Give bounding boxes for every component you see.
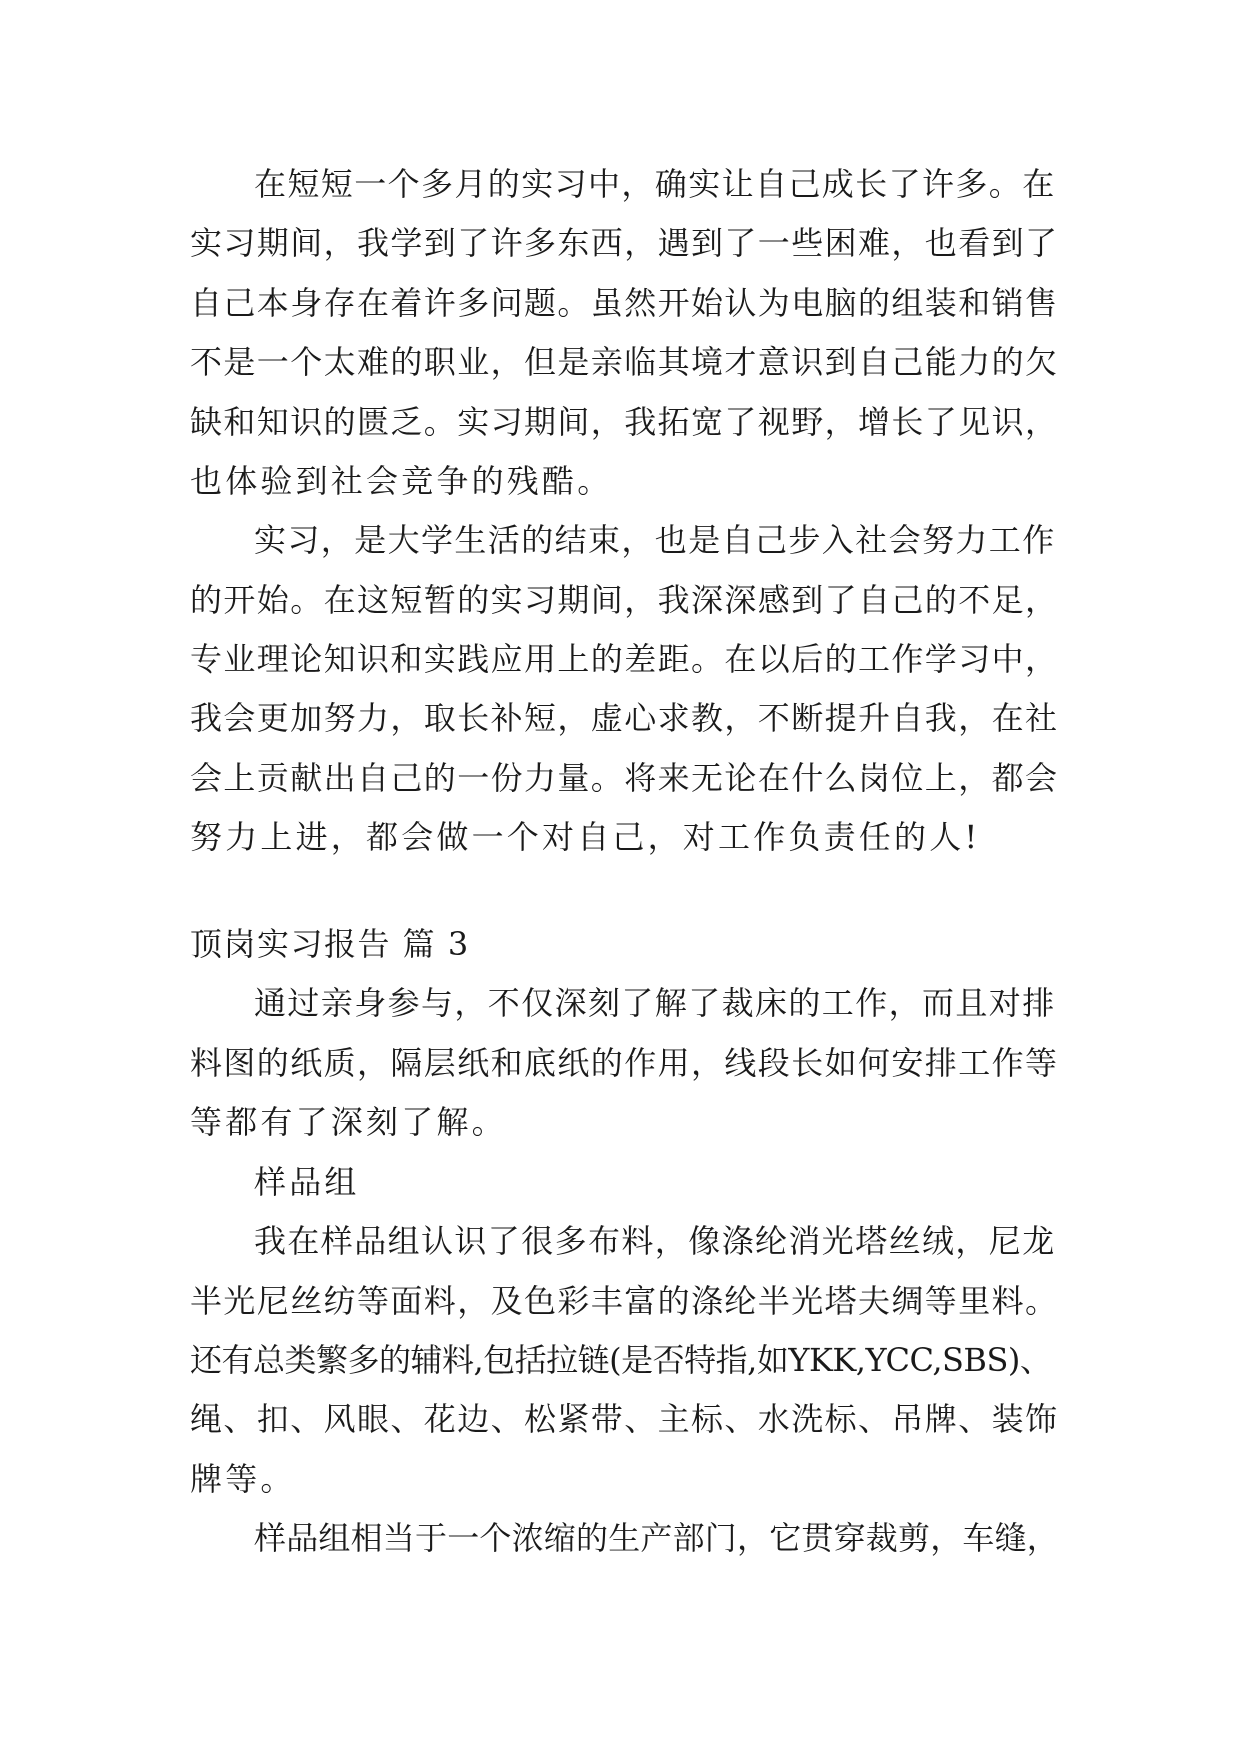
paragraph-1-line-6: 也体验到社会竞争的残酷。 <box>190 462 613 500</box>
paragraph-2-line-1: 实习，是大学生活的结束，也是自己步入社会努力工作 <box>254 521 1056 559</box>
paragraph-3-line-3: 等都有了深刻了解。 <box>190 1103 507 1141</box>
paragraph-1-line-1: 在短短一个多月的实习中，确实让自己成长了许多。在 <box>254 165 1056 203</box>
paragraph-1-line-2: 实习期间，我学到了许多东西，遇到了一些困难，也看到了 <box>190 224 1059 262</box>
paragraph-3-line-2: 料图的纸质，隔层纸和底纸的作用，线段长如何安排工作等 <box>190 1044 1059 1082</box>
paragraph-2-line-6: 努力上进，都会做一个对自己，对工作负责任的人! <box>190 818 981 856</box>
paragraph-1-line-3: 自己本身存在着许多问题。虽然开始认为电脑的组装和销售 <box>190 284 1059 322</box>
paragraph-4-line-3: 还有总类繁多的辅料,包括拉链(是否特指,如YKK,YCC,SBS)、 <box>190 1341 1052 1379</box>
section-heading: 顶岗实习报告 篇 3 <box>190 925 470 963</box>
paragraph-1-line-4: 不是一个太难的职业，但是亲临其境才意识到自己能力的欠 <box>190 343 1059 381</box>
paragraph-2-line-2: 的开始。在这短暂的实习期间，我深深感到了自己的不足， <box>190 581 1059 619</box>
paragraph-2-line-3: 专业理论知识和实践应用上的差距。在以后的工作学习中， <box>190 640 1059 678</box>
paragraph-4-line-5: 牌等。 <box>190 1460 296 1498</box>
paragraph-4-line-2: 半光尼丝纺等面料，及色彩丰富的涤纶半光塔夫绸等里料。 <box>190 1282 1059 1320</box>
paragraph-5-line-1: 样品组相当于一个浓缩的生产部门，它贯穿裁剪，车缝， <box>254 1519 1060 1557</box>
paragraph-3-line-1: 通过亲身参与，不仅深刻了解了裁床的工作，而且对排 <box>254 984 1056 1022</box>
paragraph-2-line-5: 会上贡献出自己的一份力量。将来无论在什么岗位上，都会 <box>190 759 1059 797</box>
paragraph-2-line-4: 我会更加努力，取长补短，虚心求教，不断提升自我，在社 <box>190 699 1059 737</box>
paragraph-4-line-4: 绳、扣、风眼、花边、松紧带、主标、水洗标、吊牌、装饰 <box>190 1400 1059 1438</box>
paragraph-4-line-1: 我在样品组认识了很多布料，像涤纶消光塔丝绒，尼龙 <box>254 1222 1056 1260</box>
paragraph-1-line-5: 缺和知识的匮乏。实习期间，我拓宽了视野，增长了见识， <box>190 403 1059 441</box>
subheading-sample-group: 样品组 <box>254 1163 360 1201</box>
